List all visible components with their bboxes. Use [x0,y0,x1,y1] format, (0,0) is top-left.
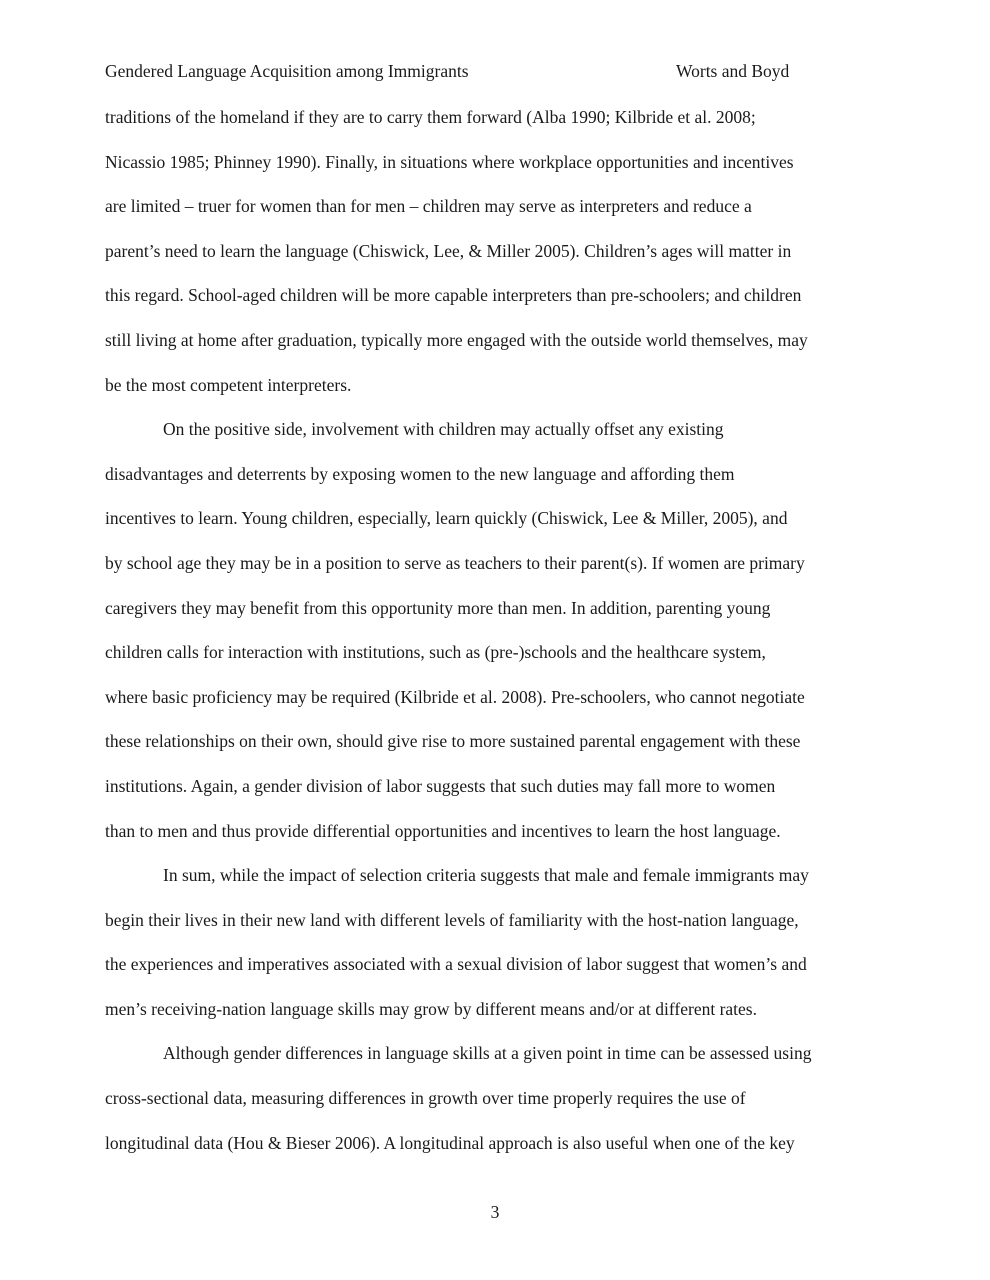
text-line: traditions of the homeland if they are to carry them forward (Alba 1990; Kilbride et al. 2008; [105,107,756,127]
text-line: the experiences and imperatives associated with a sexual division of labor suggest that women’s and [105,954,807,975]
text-line: be the most competent interpreters. [105,374,352,395]
text-line: cross-sectional data, measuring differences in growth over time properly requires the use of [105,1088,746,1109]
running-authors: Worts and Boyd [676,61,790,81]
text-line: disadvantages and deterrents by exposing women to the new language and affording them [105,463,735,484]
text-line: incentives to learn. Young children, especially, learn quickly (Chiswick, Lee & Miller, 2005), and [105,508,788,529]
text-line: caregivers they may benefit from this opportunity more than men. In addition, parenting young [105,597,771,618]
text-line: are limited – truer for women than for men – children may serve as interpreters and reduce a [105,196,752,217]
body-text [105,95,885,1165]
text-line: longitudinal data (Hou & Bieser 2006). A longitudinal approach is also useful when one of the key [105,1132,795,1153]
text-line: by school age they may be in a position to serve as teachers to their parent(s). If women are primary [105,552,805,573]
paragraph-start-line: On the positive side, involvement with children may actually offset any existing [163,419,724,440]
running-header [105,58,885,84]
paragraph-start-line: Although gender differences in language skills at a given point in time can be assessed using [163,1043,812,1064]
text-line: where basic proficiency may be required (Kilbride et al. 2008). Pre-schoolers, who cannot negotiate [105,686,805,707]
text-line: Nicassio 1985; Phinney 1990). Finally, in situations where workplace opportunities and incentives [105,151,794,172]
text-line: children calls for interaction with institutions, such as (pre-)schools and the healthcare system, [105,642,766,663]
text-line: begin their lives in their new land with different levels of familiarity with the host-nation language, [105,909,799,930]
paragraph-start-line: In sum, while the impact of selection criteria suggests that male and female immigrants may [163,865,809,886]
text-line: still living at home after graduation, typically more engaged with the outside world themselves, may [105,329,808,350]
text-line: institutions. Again, a gender division of labor suggests that such duties may fall more to women [105,775,776,796]
running-title: Gendered Language Acquisition among Immigrants [105,61,469,81]
text-line: parent’s need to learn the language (Chiswick, Lee, & Miller 2005). Children’s ages will matter in [105,240,792,261]
page-number: 3 [490,1202,500,1222]
text-line: than to men and thus provide differential opportunities and incentives to learn the host language. [105,820,781,841]
text-line: men’s receiving-nation language skills may grow by different means and/or at different rates. [105,998,757,1019]
text-line: these relationships on their own, should give rise to more sustained parental engagement with these [105,731,801,752]
text-line: this regard. School-aged children will be more capable interpreters than pre-schoolers; and children [105,285,802,306]
